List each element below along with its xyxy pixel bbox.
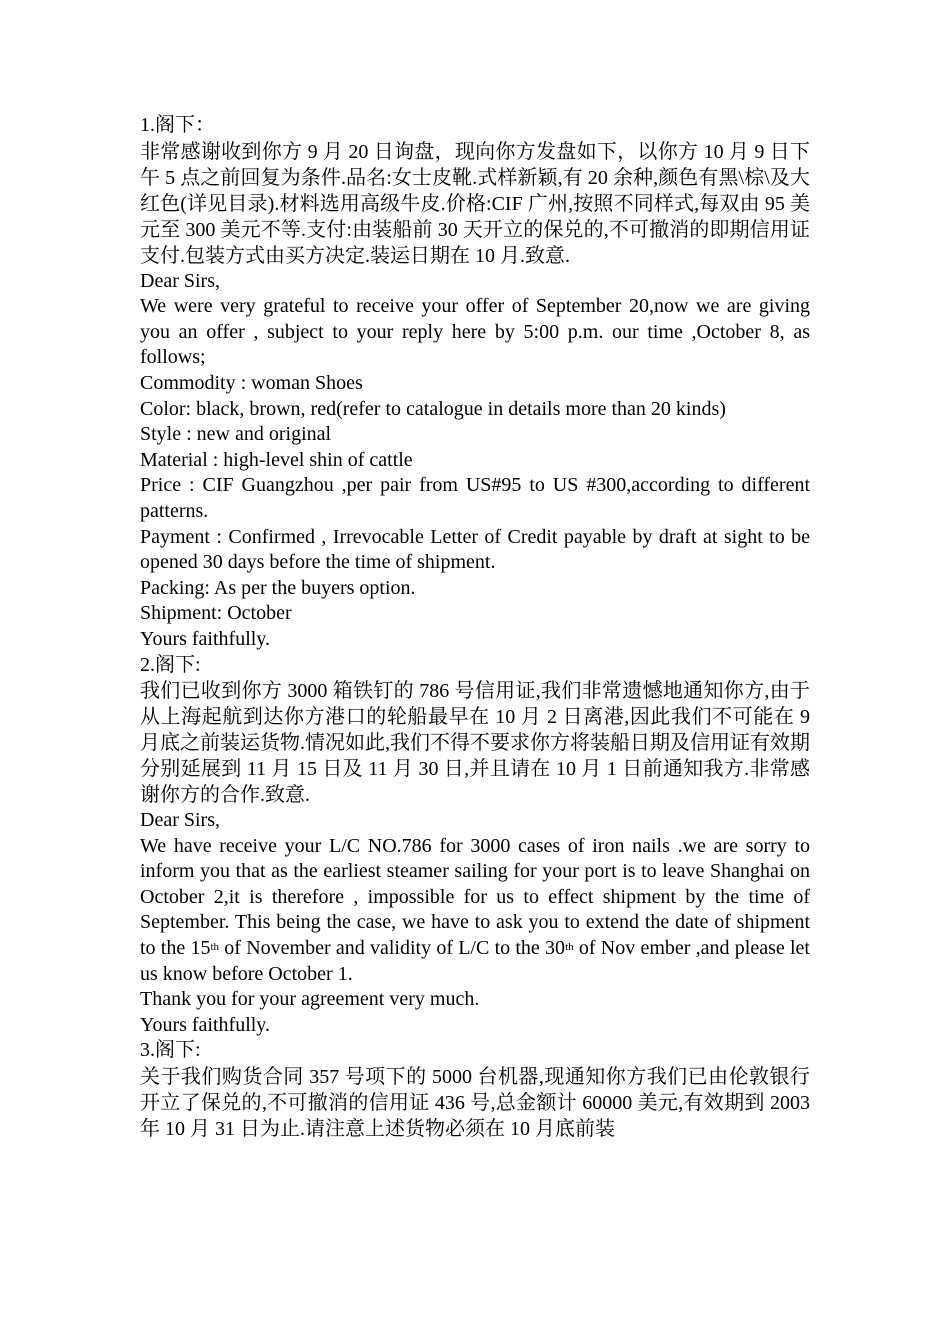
document-page bbox=[140, 113, 810, 1142]
letter-3 bbox=[140, 1038, 810, 1142]
letter-2-body-part2: of November and validity of L/C to the 30 bbox=[219, 937, 566, 960]
ordinal-suffix: th bbox=[565, 941, 574, 954]
letter-1-material: Material : high-level shin of cattle bbox=[140, 448, 413, 471]
letter-1-closing: Yours faithfully. bbox=[140, 627, 271, 650]
letter-1-intro: We were very grateful to receive your offer of September 20,now we are giving you an offer , subject to your reply here by 5:00 p.m. our time ,October 8, as follows; bbox=[140, 295, 810, 369]
letter-2-heading: 2.阁下: bbox=[140, 653, 201, 676]
ordinal-suffix: th bbox=[210, 941, 220, 954]
letter-1 bbox=[140, 113, 810, 653]
letter-1-shipment: Shipment: October bbox=[140, 602, 292, 625]
letter-2-thanks: Thank you for your agreement very much. bbox=[140, 988, 480, 1011]
letter-1-packing: Packing: As per the buyers option. bbox=[140, 576, 416, 599]
letter-1-heading: 1.阁下： bbox=[140, 114, 215, 136]
letter-1-payment: Payment : Confirmed , Irrevocable Letter of Credit payable by draft at sight to be opened 30 days before the time of shipment. bbox=[140, 525, 810, 574]
letter-1-color: Color: black, brown, red(refer to catalogue in details more than 20 kinds) bbox=[140, 397, 726, 420]
letter-1-salutation: Dear Sirs, bbox=[140, 269, 220, 292]
letter-2-body-part1: We have receive your L/C NO.786 for 3000 cases of iron nails .we are sorry to inform you that as the earliest steamer sailing for your port is to leave Shanghai on October 2,it is therefore , impossible for us to effect shipment by the time of September. This being the case, we have to ask you to extend the date of shipment to the 15 bbox=[140, 834, 810, 960]
letter-2-closing: Yours faithfully. bbox=[140, 1013, 271, 1036]
letter-2 bbox=[140, 653, 810, 1039]
letter-1-chinese-text: 非常感谢收到你方 9 月 20 日询盘，现向你方发盘如下，以你方 10 月 9 日下午 5 点之前回复为条件.品名:女士皮靴.式样新颖,有 20 余种,颜色有黑\棕\及大红色(详见目录).材料选用高级牛皮.价格:CIF 广州,按照不同样式,每双由 95 美元至 300 美元不等.支付:由装船前 30 天开立的保兑的,不可撤消的即期信用证支付.包装方式由买方决定.装运日期在 10 月.致意. bbox=[140, 140, 810, 267]
letter-3-chinese-text: 关于我们购货合同 357 号项下的 5000 台机器,现通知你方我们已由伦敦银行开立了保兑的,不可撤消的信用证 436 号,总金额计 60000 美元,有效期到 2003 年 10 月 31 日为止.请注意上述货物必须在 10 月底前装 bbox=[140, 1066, 810, 1141]
letter-2-salutation: Dear Sirs, bbox=[140, 809, 220, 832]
letter-3-heading: 3.阁下: bbox=[140, 1039, 201, 1062]
letter-2-body-part3: of Nov ember ,and please let us know before October 1. bbox=[140, 937, 810, 985]
letter-1-price: Price : CIF Guangzhou ,per pair from US#95 to US #300,according to different patterns. bbox=[140, 474, 810, 522]
letter-1-style: Style : new and original bbox=[140, 423, 332, 446]
letter-2-chinese-text: 我们已收到你方 3000 箱铁钉的 786 号信用证,我们非常遗憾地通知你方,由于从上海起航到达你方港口的轮船最早在 10 月 2 日离港,因此我们不可能在 9 月底之前装运货物.情况如此,我们不得不要求你方将装船日期及信用证有效期分别延展到 11 月 15 日及 11 月 30 日,并且请在 10 月 1 日前通知我方.非常感谢你方的合作.致意. bbox=[140, 680, 810, 807]
letter-1-commodity: Commodity : woman Shoes bbox=[140, 371, 363, 394]
letter-2-body bbox=[140, 834, 810, 988]
